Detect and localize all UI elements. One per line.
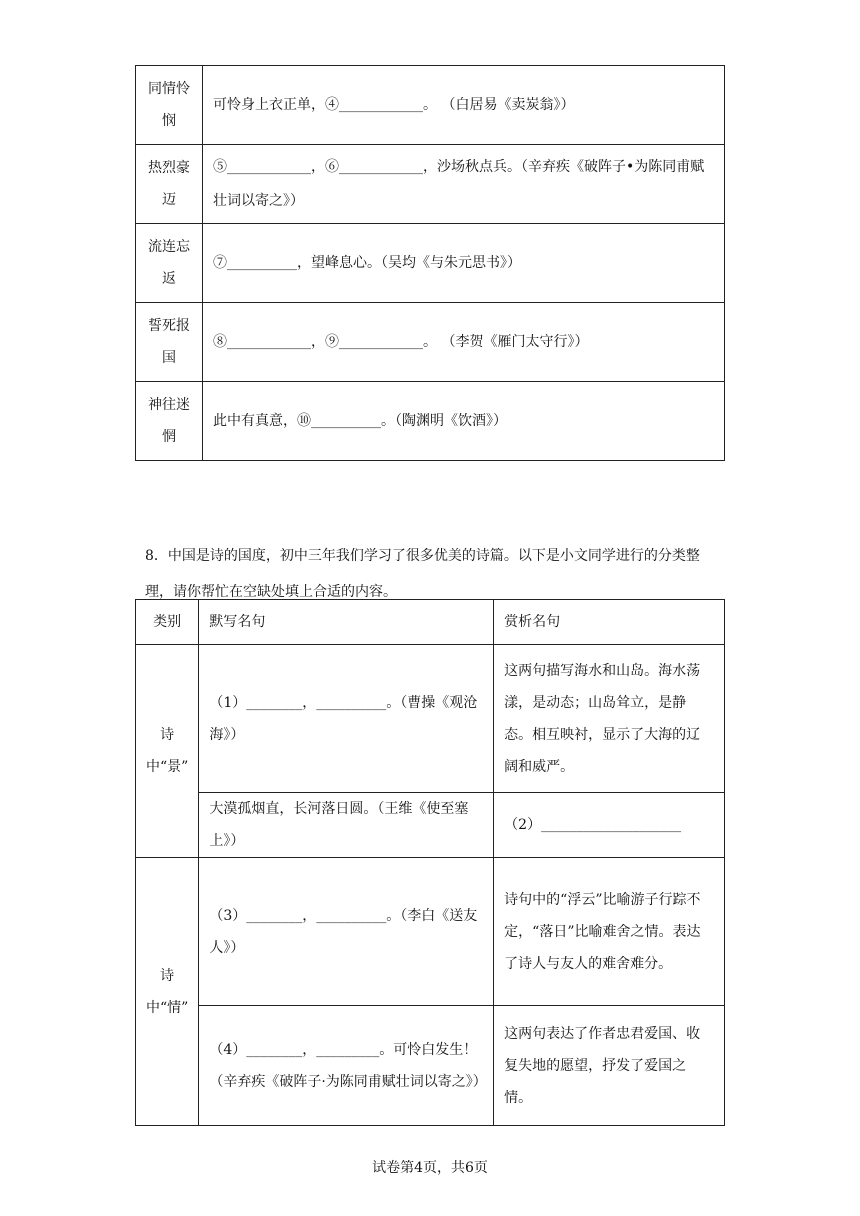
header-category: 类别 xyxy=(136,600,199,645)
table-row xyxy=(136,1006,725,1126)
row-label: 热烈豪迈 xyxy=(136,145,203,224)
table-row xyxy=(136,793,725,858)
poetry-classification-table xyxy=(135,599,725,1126)
row-content: 此中有真意，⑩__________。（陶渊明《饮酒》） xyxy=(203,382,725,461)
table-row xyxy=(136,858,725,1006)
row-label: 流连忘返 xyxy=(136,224,203,303)
table-row xyxy=(136,145,725,224)
table-row xyxy=(136,645,725,793)
row-label: 神往迷惘 xyxy=(136,382,203,461)
table-row xyxy=(136,382,725,461)
header-recite: 默写名句 xyxy=(199,600,494,645)
row-content: ⑦__________，望峰息心。（吴均《与朱元思书》） xyxy=(203,224,725,303)
row-label: 誓死报国 xyxy=(136,303,203,382)
poetry-emotion-table xyxy=(135,65,725,461)
category-cell: 诗中“景” xyxy=(136,645,199,858)
table-row xyxy=(136,224,725,303)
recite-cell: （1）________，__________。（曹操《观沧海》） xyxy=(199,645,494,793)
analysis-cell: （2）____________________ xyxy=(494,793,725,858)
row-content: 可怜身上衣正单，④____________。 （白居易《卖炭翁》） xyxy=(203,66,725,145)
page-footer: 试卷第4页，共6页 xyxy=(372,1160,488,1176)
analysis-cell: 诗句中的“浮云”比喻游子行踪不定，“落日”比喻难舍之情。表达了诗人与友人的难舍难分。 xyxy=(494,858,725,1006)
row-content: ⑤____________，⑥____________，沙场秋点兵。（辛弃疾《破阵子•为陈同甫赋壮词以寄之》） xyxy=(203,145,725,224)
table-row xyxy=(136,66,725,145)
recite-cell: （3）________，__________。（李白《送友人》） xyxy=(199,858,494,1006)
table-header-row xyxy=(136,600,725,645)
recite-cell: （4）________，_________。可怜白发生！（辛弃疾《破阵子·为陈同甫赋壮词以寄之》） xyxy=(199,1006,494,1126)
question-8-text: 8．中国是诗的国度，初中三年我们学习了很多优美的诗篇。以下是小文同学进行的分类整理，请你帮忙在空缺处填上合适的内容。 xyxy=(145,548,700,600)
row-label: 同情怜悯 xyxy=(136,66,203,145)
recite-cell: 大漠孤烟直，长河落日圆。（王维《使至塞上》） xyxy=(199,793,494,858)
table-row xyxy=(136,303,725,382)
header-analysis: 赏析名句 xyxy=(494,600,725,645)
row-content: ⑧____________，⑨____________。 （李贺《雁门太守行》） xyxy=(203,303,725,382)
analysis-cell: 这两句描写海水和山岛。海水荡漾，是动态；山岛耸立，是静态。相互映衬，显示了大海的辽阔和威严。 xyxy=(494,645,725,793)
analysis-cell: 这两句表达了作者忠君爱国、收复失地的愿望，抒发了爱国之情。 xyxy=(494,1006,725,1126)
category-cell: 诗中“情” xyxy=(136,858,199,1126)
